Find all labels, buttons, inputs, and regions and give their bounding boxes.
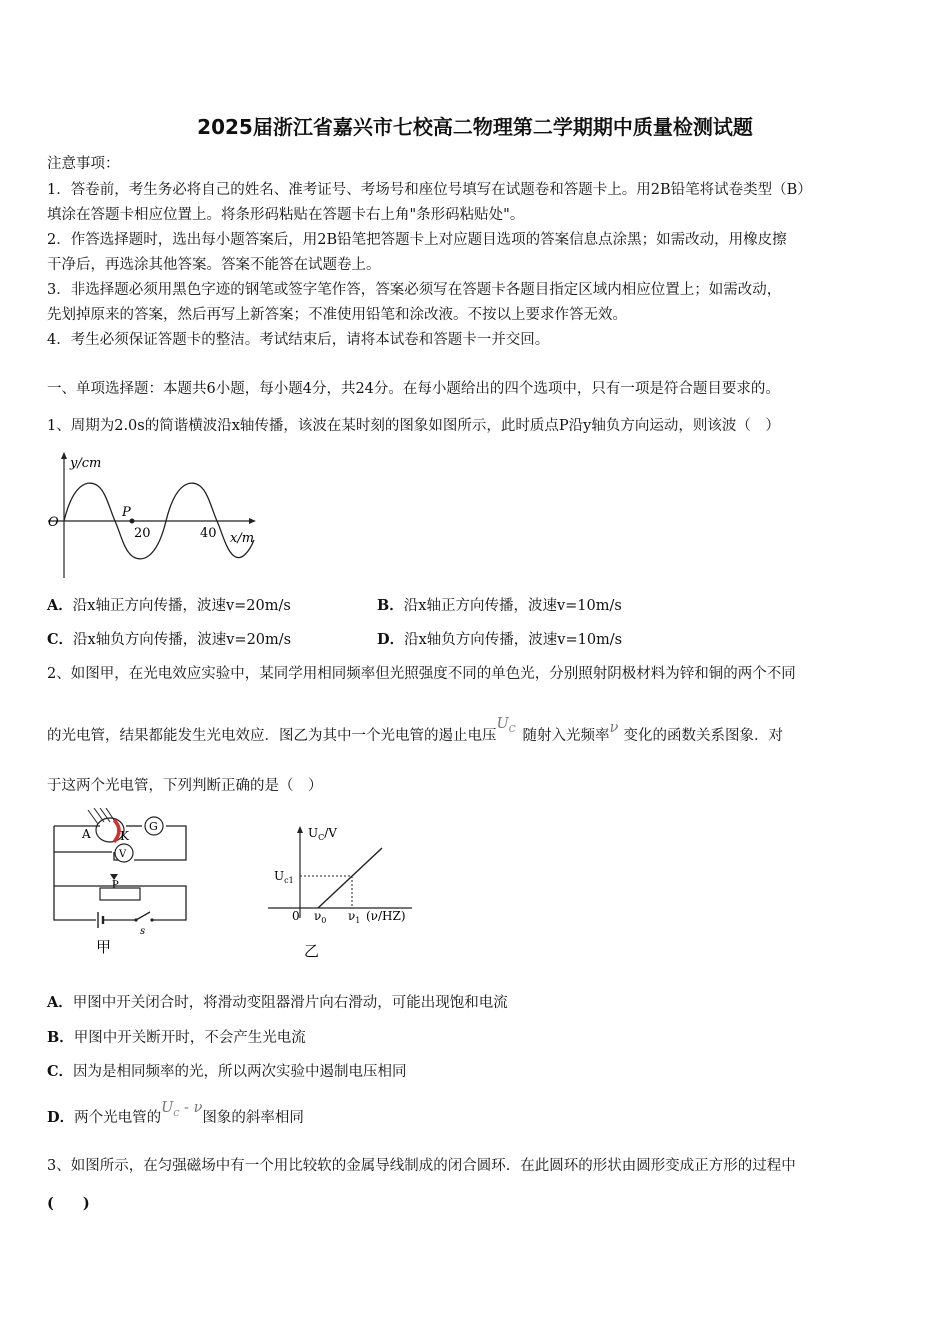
slider-label: P — [112, 880, 119, 891]
q1-option-b: B．沿x轴正方向传播，波速v=10m/s — [377, 597, 622, 614]
q2-stem-line: 于这两个光电管，下列判断正确的是（ ） — [47, 778, 323, 794]
zero-label: 0 — [292, 909, 300, 923]
galvanometer-label: G — [149, 820, 158, 833]
notice-line: 3．非选择题必须用黑色字迹的钢笔或签字笔作答，答案必须写在答题卡各题目指定区域内相应位置上；如需改动， — [47, 282, 782, 298]
q2-circuit-figure — [44, 808, 194, 958]
q2-stem-line: 的光电管，结果都能发生光电效应．图乙为其中一个光电管的遏止电压$U_C$ 随射入光频率ν 变化的函数关系图象．对 — [47, 716, 783, 744]
rheostat — [100, 888, 140, 900]
notice-line: 干净后，再选涂其他答案。答案不能答在试题卷上。 — [47, 257, 381, 273]
q1-wave-figure — [44, 450, 264, 580]
notice-line: 4．考生必须保证答题卡的整洁。考试结束后，请将本试卷和答题卡一并交回。 — [47, 332, 550, 348]
x-axis-arrow — [249, 518, 256, 524]
page-title: 2025届浙江省嘉兴市七校高二物理第二学期期中质量检测试题 — [197, 115, 753, 139]
origin-label: O — [48, 515, 59, 530]
q3-answer-paren: ( ) — [47, 1195, 90, 1212]
q1-option-a: A．沿x轴正方向传播，波速v=20m/s — [47, 597, 291, 614]
q1-stem: 1、周期为2.0s的简谐横波沿x轴传播，该波在某时刻的图象如图所示，此时质点P沿y轴负方向运动，则该波（ ） — [47, 418, 780, 434]
notice-line: 1．答卷前，考生务必将自己的姓名、准考证号、考场号和座位号填写在试题卷和答题卡上。用2B铅笔将试卷类型（B） — [47, 182, 812, 198]
tick-label: 20 — [134, 526, 151, 541]
section-heading: 一、单项选择题：本题共6小题，每小题4分，共24分。在每小题给出的四个选项中，只有一项是符合题目要求的。 — [47, 381, 780, 397]
y-axis-arrow — [297, 826, 303, 833]
y-axis-arrow — [61, 452, 67, 459]
notice-line: 2．作答选择题时，选出每小题答案后，用2B铅笔把答题卡上对应题目选项的答案信息点涂黑；如需改动，用橡皮擦 — [47, 232, 787, 248]
q2-option-d: D．两个光电管的$U_C$ - ν图象的斜率相同 — [47, 1100, 304, 1126]
q2-option-b: B．甲图中开关断开时，不会产生光电流 — [47, 1029, 306, 1046]
uc-line — [318, 848, 382, 908]
q1-option-c: C．沿x轴负方向传播，波速v=20m/s — [47, 631, 292, 648]
switch-label: s — [140, 926, 146, 937]
notice-line: 填涂在答题卡相应位置上。将条形码粘贴在答题卡右上角"条形码粘贴处"。 — [47, 207, 525, 223]
notice-heading: 注意事项： — [47, 156, 120, 172]
cathode-k — [114, 820, 119, 842]
switch — [136, 912, 150, 920]
nu0-label: $\nu_0$ — [314, 909, 327, 925]
q1-option-d: D．沿x轴负方向传播，波速v=10m/s — [377, 631, 623, 648]
tick-label: 40 — [200, 526, 217, 541]
x-axis-label: (ν/HZ) — [366, 909, 406, 923]
q2-option-c: C．因为是相同频率的光，所以两次实验中遏制电压相同 — [47, 1063, 407, 1080]
cathode-label: K — [120, 829, 129, 843]
y-axis-label: $U_C/V$ — [308, 826, 337, 842]
notice-line: 先划掉原来的答案，然后再写上新答案；不准使用铅笔和涂改液。不按以上要求作答无效。 — [47, 307, 627, 323]
uc1-label: $U_{c1}$ — [274, 869, 294, 885]
y-axis-label: y/cm — [70, 456, 102, 471]
x-axis-label: x/m — [230, 531, 255, 546]
figure-caption-yi: 乙 — [304, 942, 320, 960]
nu1-label: $\nu_1$ — [348, 909, 361, 925]
voltmeter-label: V — [119, 849, 127, 860]
q2-option-a: A．甲图中开关闭合时，将滑动变阻器滑片向右滑动，可能出现饱和电流 — [47, 994, 508, 1011]
point-p-label: P — [122, 505, 131, 520]
q2-stem-line: 2、如图甲，在光电效应实验中，某同学用相同频率但光照强度不同的单色光，分别照射阴极材料为锌和铜的两个不同 — [47, 666, 796, 682]
anode-label: A — [82, 827, 91, 841]
figure-caption-jia: 甲 — [96, 938, 112, 956]
q2-graph-figure — [262, 822, 422, 962]
q3-stem: 3、如图所示，在匀强磁场中有一个用比较软的金属导线制成的闭合圆环．在此圆环的形状由圆形变成正方形的过程中 — [47, 1158, 796, 1174]
